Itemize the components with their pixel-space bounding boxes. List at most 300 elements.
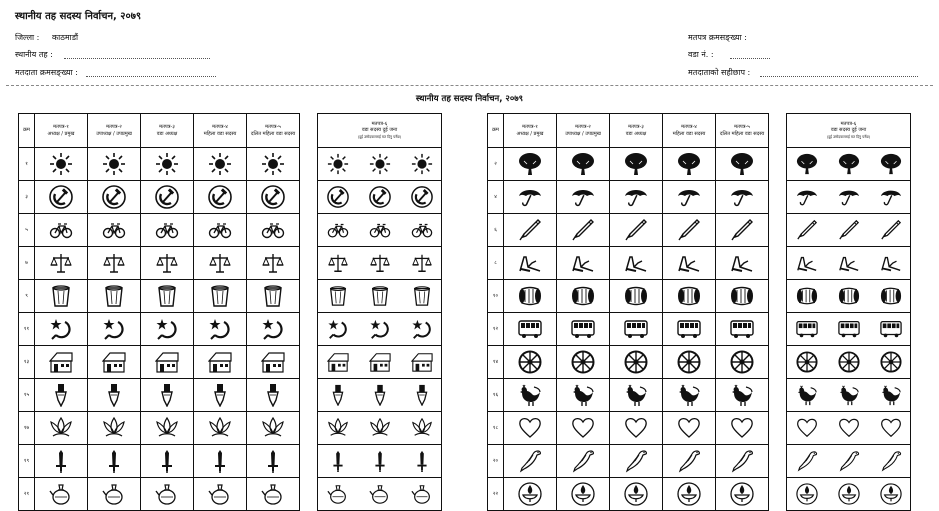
table-row (488, 181, 769, 214)
vote-cell[interactable] (88, 214, 141, 247)
serial-number: १ (19, 148, 35, 181)
position-sub: वडा अध्यक्ष (625, 130, 647, 137)
vote-cell[interactable] (194, 247, 247, 280)
vote-cell[interactable] (787, 445, 911, 478)
page-title: स्थानीय तह सदस्य निर्वाचन, २०७९ (15, 11, 142, 22)
vote-cell[interactable] (247, 214, 300, 247)
vote-cell[interactable] (35, 313, 88, 346)
table-row (318, 313, 442, 346)
vote-cell[interactable] (247, 247, 300, 280)
vote-cell[interactable] (141, 214, 194, 247)
vote-cell[interactable] (141, 412, 194, 445)
heart-icon (518, 416, 542, 440)
vote-cell[interactable] (557, 445, 610, 478)
wheel-icon (518, 350, 542, 374)
star-sickle-icon (208, 317, 232, 341)
serial-number: १३ (19, 346, 35, 379)
vote-cell[interactable] (247, 379, 300, 412)
position-header (141, 114, 194, 148)
vote-cell[interactable] (247, 412, 300, 445)
ward-member-label: मतपत्र-६ (371, 120, 388, 127)
scales-icon (155, 251, 179, 275)
hammer-sickle-icon (49, 185, 73, 209)
vote-cell[interactable] (141, 445, 194, 478)
vote-cell[interactable] (610, 181, 663, 214)
vote-cell[interactable] (318, 181, 442, 214)
house-icon (369, 351, 391, 373)
vote-cell[interactable] (88, 478, 141, 511)
vote-cell[interactable] (663, 346, 716, 379)
vote-cell[interactable] (663, 247, 716, 280)
drum-icon (677, 284, 701, 308)
vote-cell[interactable] (35, 247, 88, 280)
umbrella-icon (571, 185, 595, 209)
vote-cell[interactable] (318, 478, 442, 511)
position-sub: महिला वडा सदस्य (672, 130, 706, 137)
scales-icon (208, 251, 232, 275)
vote-cell[interactable] (35, 148, 88, 181)
position-label: मतपत्र-३ (628, 124, 644, 130)
vote-cell[interactable] (141, 379, 194, 412)
table-row (787, 181, 911, 214)
vote-cell[interactable] (557, 313, 610, 346)
star-sickle-icon (327, 318, 349, 340)
table-row (488, 412, 769, 445)
vote-cell[interactable] (88, 412, 141, 445)
serial-number: ७ (19, 247, 35, 280)
ward-member-note: (दुई उम्मेदवारलाई मत दिनु पर्नेछ) (826, 134, 871, 139)
vote-cell[interactable] (716, 379, 769, 412)
sword-icon (327, 450, 349, 472)
rooster-icon (880, 384, 902, 406)
vote-cell[interactable] (557, 214, 610, 247)
serial-number: २२ (488, 478, 504, 511)
vote-cell[interactable] (35, 181, 88, 214)
position-sub: अध्यक्ष / प्रमुख (47, 130, 75, 137)
hammer-sickle-icon (327, 186, 349, 208)
vote-cell[interactable] (787, 181, 911, 214)
vote-cell[interactable] (716, 478, 769, 511)
hammer-sickle-icon (411, 186, 433, 208)
vote-cell[interactable] (35, 379, 88, 412)
bicycle-icon (49, 218, 73, 242)
heart-icon (730, 416, 754, 440)
serial-number: ६ (488, 214, 504, 247)
table-row (318, 214, 442, 247)
vote-cell[interactable] (663, 148, 716, 181)
vote-cell[interactable] (194, 148, 247, 181)
serial-number: १८ (488, 412, 504, 445)
vote-cell[interactable] (88, 247, 141, 280)
table-row (19, 478, 300, 511)
lotus-icon (49, 416, 73, 440)
ward-member-note: (दुई उम्मेदवारलाई मत दिनु पर्नेछ) (357, 134, 402, 139)
bird-icon (624, 449, 648, 473)
plough-icon (880, 252, 902, 274)
ward-member-label: मतपत्र-६ (840, 120, 857, 127)
pen-icon (624, 218, 648, 242)
vote-cell[interactable] (194, 379, 247, 412)
position-sub: अध्यक्ष / प्रमुख (516, 130, 544, 137)
hammer-sickle-icon (102, 185, 126, 209)
vote-cell[interactable] (35, 478, 88, 511)
table-row (787, 445, 911, 478)
serial-header: क्रम (488, 114, 504, 148)
tree-icon (796, 153, 818, 175)
table-row (19, 412, 300, 445)
vote-cell[interactable] (35, 214, 88, 247)
bicycle-icon (155, 218, 179, 242)
vote-cell[interactable] (557, 280, 610, 313)
vote-cell[interactable] (610, 214, 663, 247)
table-row (787, 412, 911, 445)
vote-cell[interactable] (247, 181, 300, 214)
serial-number: २० (488, 445, 504, 478)
vote-cell[interactable] (557, 181, 610, 214)
vote-cell[interactable] (35, 280, 88, 313)
voter-signature-field[interactable] (760, 76, 918, 77)
pot-icon (49, 482, 73, 506)
serial-number: ११ (19, 313, 35, 346)
vote-cell[interactable] (663, 478, 716, 511)
vote-cell[interactable] (504, 148, 557, 181)
bird-icon (838, 450, 860, 472)
position-header (88, 114, 141, 148)
vote-cell[interactable] (610, 445, 663, 478)
vote-cell[interactable] (247, 148, 300, 181)
lotus-icon (208, 416, 232, 440)
umbrella-icon (677, 185, 701, 209)
vote-cell[interactable] (787, 346, 911, 379)
vote-cell[interactable] (35, 412, 88, 445)
vote-cell[interactable] (716, 445, 769, 478)
sun-icon (327, 153, 349, 175)
table-row (787, 148, 911, 181)
table-row (318, 412, 442, 445)
vote-cell[interactable] (318, 148, 442, 181)
sword-icon (411, 450, 433, 472)
plough-icon (838, 252, 860, 274)
vote-cell[interactable] (557, 346, 610, 379)
heart-icon (677, 416, 701, 440)
vote-cell[interactable] (716, 313, 769, 346)
vote-cell[interactable] (610, 247, 663, 280)
vote-cell[interactable] (504, 313, 557, 346)
bus-icon (571, 317, 595, 341)
pen-icon (838, 219, 860, 241)
scales-icon (102, 251, 126, 275)
bicycle-icon (102, 218, 126, 242)
brush-icon (155, 383, 179, 407)
vote-cell[interactable] (318, 412, 442, 445)
vote-cell[interactable] (716, 181, 769, 214)
bucket-icon (327, 285, 349, 307)
vote-cell[interactable] (141, 247, 194, 280)
hammer-sickle-icon (208, 185, 232, 209)
right-ward-member-table (786, 113, 911, 511)
vote-cell[interactable] (787, 379, 911, 412)
serial-number: १० (488, 280, 504, 313)
table-row (787, 247, 911, 280)
vote-cell[interactable] (610, 412, 663, 445)
ward-member-header (787, 114, 911, 148)
vote-cell[interactable] (194, 346, 247, 379)
lamp-icon (624, 482, 648, 506)
pot-icon (102, 482, 126, 506)
position-header (716, 114, 769, 148)
bus-icon (730, 317, 754, 341)
vote-cell[interactable] (557, 247, 610, 280)
vote-cell[interactable] (663, 280, 716, 313)
vote-cell[interactable] (504, 445, 557, 478)
position-sub: महिला वडा सदस्य (203, 130, 237, 137)
vote-cell[interactable] (504, 412, 557, 445)
rooster-icon (677, 383, 701, 407)
serial-number: १५ (19, 379, 35, 412)
pen-icon (571, 218, 595, 242)
vote-cell[interactable] (716, 247, 769, 280)
bird-icon (796, 450, 818, 472)
rooster-icon (838, 384, 860, 406)
vote-cell[interactable] (716, 412, 769, 445)
vote-cell[interactable] (194, 478, 247, 511)
table-row (19, 313, 300, 346)
sword-icon (369, 450, 391, 472)
vote-cell[interactable] (716, 214, 769, 247)
table-row (787, 346, 911, 379)
ward-label: वडा नं. : (688, 50, 714, 59)
vote-cell[interactable] (35, 445, 88, 478)
position-label: मतपत्र-१ (522, 124, 538, 130)
local-level-field[interactable] (64, 58, 210, 59)
position-header (610, 114, 663, 148)
vote-cell[interactable] (610, 346, 663, 379)
house-icon (411, 351, 433, 373)
vote-cell[interactable] (557, 478, 610, 511)
vote-cell[interactable] (787, 280, 911, 313)
house-icon (155, 350, 179, 374)
drum-icon (624, 284, 648, 308)
vote-cell[interactable] (318, 379, 442, 412)
vote-cell[interactable] (247, 280, 300, 313)
drum-icon (518, 284, 542, 308)
vote-cell[interactable] (610, 148, 663, 181)
pot-icon (208, 482, 232, 506)
vote-cell[interactable] (194, 412, 247, 445)
vote-cell[interactable] (504, 247, 557, 280)
vote-cell[interactable] (318, 280, 442, 313)
ward-field[interactable] (730, 58, 770, 59)
table-row (488, 313, 769, 346)
vote-cell[interactable] (716, 148, 769, 181)
sun-icon (208, 152, 232, 176)
serial-number: १९ (19, 445, 35, 478)
rooster-icon (624, 383, 648, 407)
bucket-icon (208, 284, 232, 308)
vote-cell[interactable] (194, 214, 247, 247)
bicycle-icon (208, 218, 232, 242)
plough-icon (518, 251, 542, 275)
house-icon (261, 350, 285, 374)
vote-cell[interactable] (88, 313, 141, 346)
voter-serial-label: मतदाता क्रमसङ्ख्या : (15, 68, 78, 77)
vote-cell[interactable] (610, 478, 663, 511)
serial-number: ४ (488, 181, 504, 214)
vote-cell[interactable] (35, 346, 88, 379)
position-header (247, 114, 300, 148)
position-header (35, 114, 88, 148)
vote-cell[interactable] (610, 280, 663, 313)
vote-cell[interactable] (557, 148, 610, 181)
bicycle-icon (327, 219, 349, 241)
house-icon (49, 350, 73, 374)
vote-cell[interactable] (88, 148, 141, 181)
left-ballot-table (18, 113, 300, 511)
vote-cell[interactable] (787, 247, 911, 280)
tree-icon (730, 152, 754, 176)
position-sub: वडा अध्यक्ष (156, 130, 178, 137)
bird-icon (880, 450, 902, 472)
vote-cell[interactable] (787, 214, 911, 247)
vote-cell[interactable] (247, 313, 300, 346)
vote-cell[interactable] (141, 148, 194, 181)
table-row (19, 445, 300, 478)
sun-icon (102, 152, 126, 176)
vote-cell[interactable] (88, 280, 141, 313)
vote-cell[interactable] (504, 181, 557, 214)
vote-cell[interactable] (716, 280, 769, 313)
vote-cell[interactable] (141, 181, 194, 214)
table-row (488, 379, 769, 412)
wheel-icon (730, 350, 754, 374)
vote-cell[interactable] (88, 181, 141, 214)
heart-icon (624, 416, 648, 440)
drum-icon (571, 284, 595, 308)
vote-cell[interactable] (663, 379, 716, 412)
vote-cell[interactable] (663, 445, 716, 478)
bird-icon (518, 449, 542, 473)
pot-icon (327, 483, 349, 505)
vote-cell[interactable] (716, 346, 769, 379)
tree-icon (880, 153, 902, 175)
vote-cell[interactable] (88, 379, 141, 412)
lotus-icon (327, 417, 349, 439)
vote-cell[interactable] (194, 181, 247, 214)
vote-cell[interactable] (141, 478, 194, 511)
hammer-sickle-icon (261, 185, 285, 209)
vote-cell[interactable] (318, 247, 442, 280)
bus-icon (624, 317, 648, 341)
vote-cell[interactable] (504, 214, 557, 247)
table-row (488, 280, 769, 313)
tree-icon (518, 152, 542, 176)
plough-icon (571, 251, 595, 275)
vote-cell[interactable] (88, 445, 141, 478)
vote-cell[interactable] (88, 346, 141, 379)
heart-icon (571, 416, 595, 440)
vote-cell[interactable] (663, 214, 716, 247)
vote-cell[interactable] (318, 313, 442, 346)
sun-icon (411, 153, 433, 175)
umbrella-icon (838, 186, 860, 208)
star-sickle-icon (102, 317, 126, 341)
vote-cell[interactable] (663, 181, 716, 214)
vote-cell[interactable] (610, 313, 663, 346)
table-row (318, 280, 442, 313)
position-label: मतपत्र-५ (265, 124, 281, 130)
plough-icon (677, 251, 701, 275)
vote-cell[interactable] (504, 346, 557, 379)
vote-cell[interactable] (318, 214, 442, 247)
vote-cell[interactable] (504, 280, 557, 313)
lotus-icon (261, 416, 285, 440)
vote-cell[interactable] (787, 412, 911, 445)
vote-cell[interactable] (557, 412, 610, 445)
vote-cell[interactable] (610, 379, 663, 412)
district-value: काठमाडौं (52, 33, 79, 42)
table-row (488, 445, 769, 478)
table-row (488, 478, 769, 511)
voter-signature-label: मतदाताको सहीछाप : (688, 68, 751, 77)
vote-cell[interactable] (318, 346, 442, 379)
vote-cell[interactable] (194, 280, 247, 313)
tree-icon (838, 153, 860, 175)
table-row (19, 181, 300, 214)
star-sickle-icon (369, 318, 391, 340)
drum-icon (796, 285, 818, 307)
lotus-icon (102, 416, 126, 440)
vote-cell[interactable] (318, 445, 442, 478)
lamp-icon (677, 482, 701, 506)
bicycle-icon (369, 219, 391, 241)
ballot-header (0, 0, 939, 86)
position-label: मतपत्र-३ (159, 124, 175, 130)
scales-icon (261, 251, 285, 275)
pot-icon (369, 483, 391, 505)
vote-cell[interactable] (557, 379, 610, 412)
sword-icon (102, 449, 126, 473)
vote-cell[interactable] (504, 478, 557, 511)
table-row (19, 346, 300, 379)
vote-cell[interactable] (787, 313, 911, 346)
vote-cell[interactable] (141, 313, 194, 346)
vote-cell[interactable] (247, 445, 300, 478)
vote-cell[interactable] (141, 346, 194, 379)
vote-cell[interactable] (663, 313, 716, 346)
position-sub: उपाध्यक्ष / उपप्रमुख (565, 130, 601, 137)
bus-icon (518, 317, 542, 341)
vote-cell[interactable] (141, 280, 194, 313)
vote-cell[interactable] (194, 445, 247, 478)
position-header (194, 114, 247, 148)
vote-cell[interactable] (787, 148, 911, 181)
lotus-icon (411, 417, 433, 439)
wheel-icon (796, 351, 818, 373)
brush-icon (102, 383, 126, 407)
table-row (318, 148, 442, 181)
position-header (663, 114, 716, 148)
brush-icon (261, 383, 285, 407)
vote-cell[interactable] (247, 346, 300, 379)
lamp-icon (571, 482, 595, 506)
vote-cell[interactable] (663, 412, 716, 445)
vote-cell[interactable] (504, 379, 557, 412)
vote-cell[interactable] (194, 313, 247, 346)
umbrella-icon (518, 185, 542, 209)
vote-cell[interactable] (247, 478, 300, 511)
vote-cell[interactable] (787, 478, 911, 511)
voter-serial-field[interactable] (86, 76, 216, 77)
